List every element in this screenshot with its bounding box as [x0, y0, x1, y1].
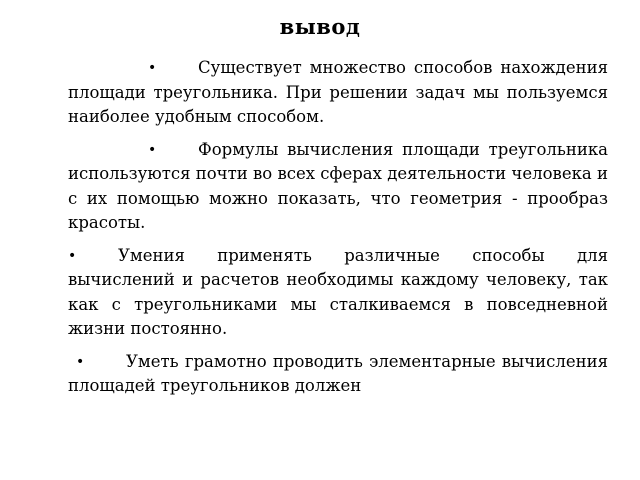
bullet-item [68, 244, 608, 342]
bullet-item [68, 350, 608, 399]
bullet-text: Уметь грамотно проводить элементарные вычисления площадей треугольников должен [68, 351, 608, 395]
bullet-item [68, 138, 608, 236]
bullet-marker: • [148, 60, 157, 76]
bullet-marker: • [148, 141, 157, 158]
bullet-item [68, 56, 608, 130]
bullet-list [0, 56, 608, 407]
bullet-marker: • [68, 247, 77, 264]
bullet-text: Существует множество способов нахождения площади треугольника. При решении задач мы пользуемся наиболее удобным способом. [68, 58, 608, 126]
bullet-marker: • [76, 353, 85, 370]
bullet-text: Умения применять различные способы для вычислений и расчетов необходимы каждому человеку, так как с треугольниками мы сталкиваемся в повседневной жизни постоянно. [68, 245, 608, 338]
bullet-text: Формулы вычисления площади треугольника используются почти во всех сферах деятельности человека и с их помощью можно показать, что геометрия - прообраз красоты. [68, 139, 608, 232]
slide-title: вывод [279, 14, 361, 39]
